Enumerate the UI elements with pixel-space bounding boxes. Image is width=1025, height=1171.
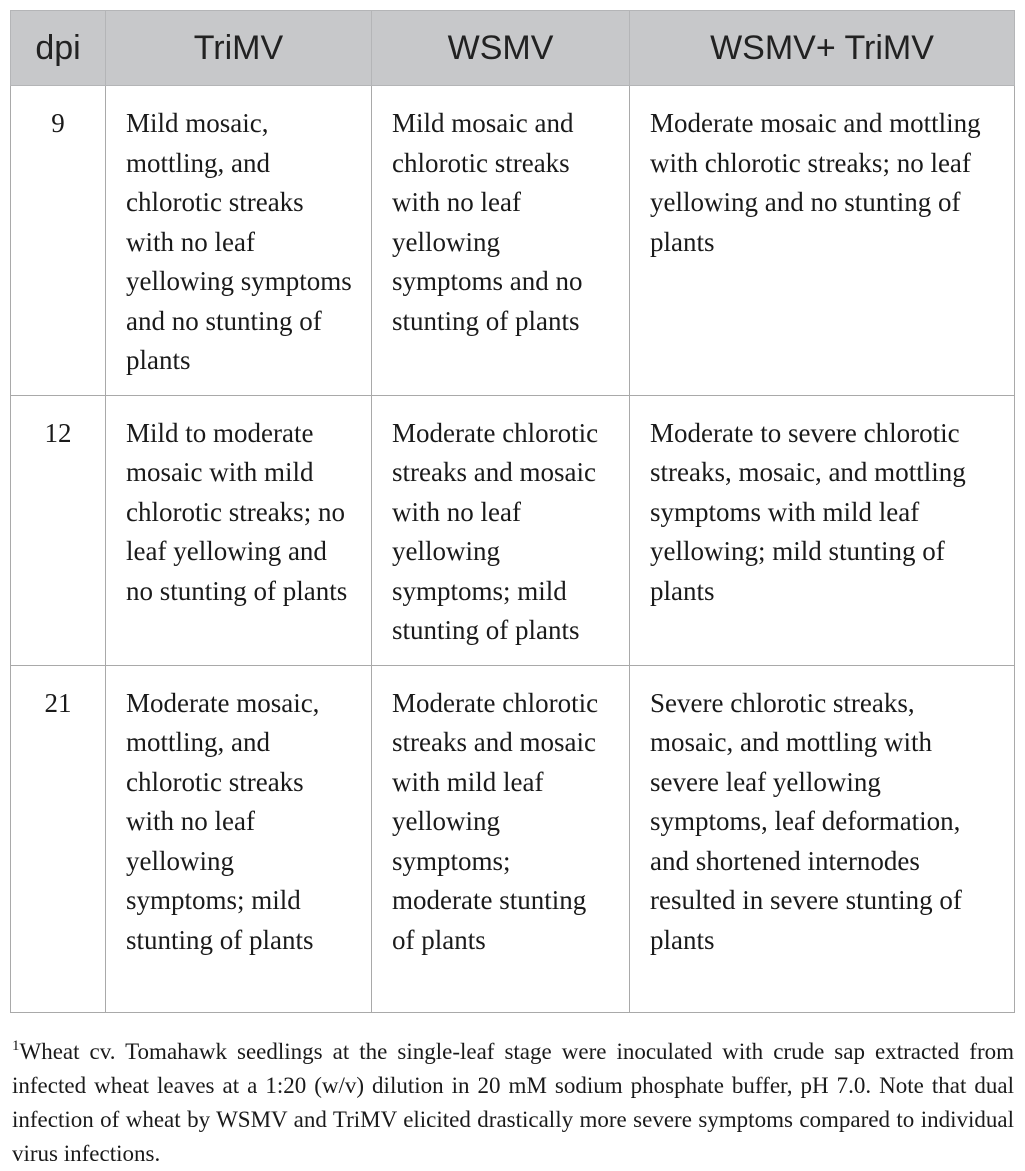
table-footnote — [12, 1035, 1014, 1171]
dpi-cell: 9 — [11, 86, 106, 396]
table-header — [11, 11, 1015, 86]
header-wsmv: WSMV — [372, 11, 630, 86]
trimv-cell: Mild mosaic, mottling, and chlorotic streaks with no leaf yellowing symptoms and no stunting of plants — [106, 86, 372, 396]
header-dpi: dpi — [11, 11, 106, 86]
symptoms-table — [10, 10, 1015, 1013]
wsmv-trimv-cell: Moderate mosaic and mottling with chlorotic streaks; no leaf yellowing and no stunting of plants — [630, 86, 1015, 396]
wsmv-cell: Moderate chlorotic streaks and mosaic with no leaf yellowing symptoms; mild stunting of plants — [372, 395, 630, 665]
wsmv-cell: Mild mosaic and chlorotic streaks with no leaf yellowing symptoms and no stunting of plants — [372, 86, 630, 396]
symptoms-table-container — [10, 10, 1014, 1013]
trimv-cell: Mild to moderate mosaic with mild chlorotic streaks; no leaf yellowing and no stunting of plants — [106, 395, 372, 665]
header-row — [11, 11, 1015, 86]
footnote-marker: 1 — [12, 1038, 20, 1054]
dpi-cell: 12 — [11, 395, 106, 665]
wsmv-trimv-cell: Moderate to severe chlorotic streaks, mosaic, and mottling symptoms with mild leaf yellowing; mild stunting of plants — [630, 395, 1015, 665]
table-row — [11, 665, 1015, 1012]
dpi-cell: 21 — [11, 665, 106, 1012]
table-row — [11, 86, 1015, 396]
header-wsmv-trimv: WSMV+ TriMV — [630, 11, 1015, 86]
header-trimv: TriMV — [106, 11, 372, 86]
wsmv-cell: Moderate chlorotic streaks and mosaic with mild leaf yellowing symptoms; moderate stunting of plants — [372, 665, 630, 1012]
trimv-cell: Moderate mosaic, mottling, and chlorotic streaks with no leaf yellowing symptoms; mild stunting of plants — [106, 665, 372, 1012]
wsmv-trimv-cell: Severe chlorotic streaks, mosaic, and mottling with severe leaf yellowing symptoms, leaf deformation, and shortened internodes resulted in severe stunting of plants — [630, 665, 1015, 1012]
table-body — [11, 86, 1015, 1013]
footnote-text: Wheat cv. Tomahawk seedlings at the single-leaf stage were inoculated with crude sap extracted from infected wheat leaves at a 1:20 (w/v) dilution in 20 mM sodium phosphate buffer, pH 7.0. Note that dual infection of wheat by WSMV and TriMV elicited drastically more severe symptoms compared to individual virus infections. — [12, 1039, 1014, 1166]
table-row — [11, 395, 1015, 665]
